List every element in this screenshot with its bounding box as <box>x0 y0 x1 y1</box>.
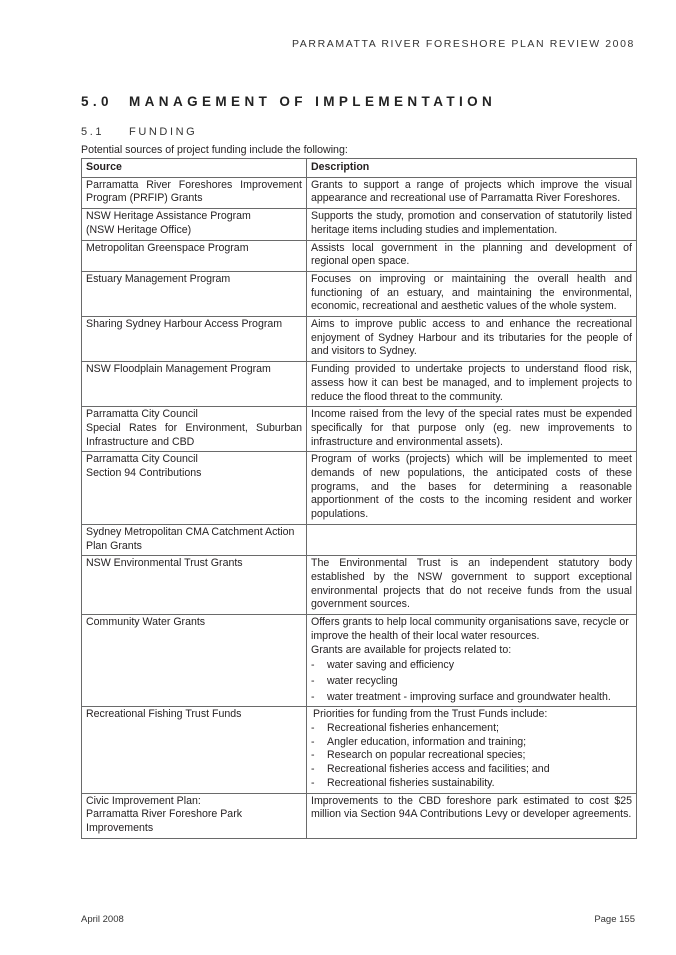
table-row <box>82 271 637 316</box>
source-text: Parramatta City Council <box>86 408 198 421</box>
description-cell <box>307 177 637 208</box>
description-cell <box>307 362 637 407</box>
table-row <box>82 524 637 555</box>
bullet-item: - Angler education, information and training; <box>311 736 632 750</box>
description-cell <box>307 240 637 271</box>
table-row <box>82 362 637 407</box>
description-text: Aims to improve public access to and enhance the recreational enjoyment of Sydney Harbour and its tributaries for the people of and visitors to Sydney. <box>311 318 632 358</box>
source-cell <box>82 452 307 525</box>
subsection-heading <box>81 126 197 138</box>
description-cell <box>307 317 637 362</box>
source-text: Civic Improvement Plan: <box>86 794 201 807</box>
bullet-item: - Recreational fisheries access and facilities; and <box>311 763 632 777</box>
description-cell <box>307 793 637 838</box>
description-cell <box>307 707 637 793</box>
subsection-number: 5.1 <box>81 126 105 138</box>
source-cell <box>82 556 307 615</box>
source-text: NSW Heritage Assistance Program <box>86 210 251 223</box>
subsection-title: FUNDING <box>129 126 198 138</box>
source-text: Parramatta River Foreshores Improvement Program (PRFIP) Grants <box>86 178 302 205</box>
table-row <box>82 452 637 525</box>
description-text: Supports the study, promotion and conservation of statutorily listed heritage items including studies and implementation. <box>311 210 632 236</box>
description-text: Program of works (projects) which will be implemented to meet demands of new populations, the anticipated costs of these programs, and the bases for determining a reasonable apportionment of the costs to the incoming resident and worker populations. <box>311 453 632 521</box>
source-text: Recreational Fishing Trust Funds <box>86 708 242 721</box>
source-text: Estuary Management Program <box>86 272 231 285</box>
source-text: Parramatta River Foreshore Park <box>86 808 243 821</box>
description-text: Improvements to the CBD foreshore park estimated to cost $25 million via Section 94A Contributions Levy or developer agreements. <box>311 794 632 821</box>
source-cell <box>82 271 307 316</box>
description-text: Focuses on improving or maintaining the overall health and functioning of an estuary, and maintaining the environmental, economic, recreational and aesthetic values of the whole system. <box>311 272 632 313</box>
table-row <box>82 317 637 362</box>
source-cell <box>82 362 307 407</box>
source-text: Section 94 Contributions <box>86 467 202 480</box>
bullet-item: - Recreational fisheries sustainability. <box>311 777 632 791</box>
source-cell <box>82 615 307 707</box>
description-text: Funding provided to undertake projects to understand flood risk, assess how it can best be managed, and to implement projects to reduce the flood threat to the community. <box>311 363 632 403</box>
footer-date: April 2008 <box>81 914 124 925</box>
source-text: Sydney Metropolitan CMA Catchment Action Plan Grants <box>86 525 295 552</box>
bullet-item: - Research on popular recreational species; <box>311 749 632 763</box>
table-row <box>82 177 637 208</box>
source-cell <box>82 793 307 838</box>
funding-table <box>81 158 637 839</box>
source-text: Special Rates for Environment, Suburban Infrastructure and CBD <box>86 421 302 448</box>
description-text: Assists local government in the planning and development of regional open space. <box>311 241 632 268</box>
description-text: Income raised from the levy of the special rates must be expended specifically for that purpose only (eg. new improvements to infrastructure and environmental assets). <box>311 408 632 448</box>
table-row <box>82 407 637 452</box>
table-row <box>82 707 637 793</box>
source-text: NSW Floodplain Management Program <box>86 363 271 376</box>
description-cell <box>307 271 637 316</box>
description-text: The Environmental Trust is an independent statutory body established by the NSW government to support exceptional environmental projects that do not receive funds from the usual government sources. <box>311 557 632 611</box>
source-text: NSW Environmental Trust Grants <box>86 557 243 570</box>
description-text: Offers grants to help local community organisations save, recycle or improve the health of their local water resources. <box>311 616 629 642</box>
footer-page-number: Page 155 <box>594 914 635 925</box>
table-row <box>82 793 637 838</box>
table-row <box>82 615 637 707</box>
source-text: Parramatta City Council <box>86 453 198 466</box>
description-cell <box>307 524 637 555</box>
source-cell <box>82 707 307 793</box>
description-text: Grants to support a range of projects which improve the visual appearance and recreational use of Parramatta River Foreshores. <box>311 178 632 205</box>
description-cell <box>307 209 637 240</box>
section-title: MANAGEMENT OF IMPLEMENTATION <box>129 94 497 109</box>
table-row <box>82 209 637 240</box>
intro-text: Potential sources of project funding include the following: <box>81 144 348 156</box>
description-text: Grants are available for projects related to: <box>311 643 512 656</box>
description-cell <box>307 452 637 525</box>
table-row <box>82 240 637 271</box>
source-text: (NSW Heritage Office) <box>86 223 192 236</box>
running-header: PARRAMATTA RIVER FORESHORE PLAN REVIEW 2008 <box>291 38 635 50</box>
bullet-item: - water saving and efficiency <box>311 659 632 673</box>
source-text: Improvements <box>86 821 154 834</box>
description-cell <box>307 556 637 615</box>
section-heading <box>81 94 496 109</box>
description-text: Priorities for funding from the Trust Funds include: <box>313 708 548 721</box>
column-header-source: Source <box>82 159 307 178</box>
source-text: Sharing Sydney Harbour Access Program <box>86 318 283 331</box>
source-text: Community Water Grants <box>86 616 206 629</box>
table-row <box>82 556 637 615</box>
source-cell <box>82 177 307 208</box>
column-header-description: Description <box>307 159 637 178</box>
description-cell <box>307 407 637 452</box>
source-cell <box>82 317 307 362</box>
bullet-item: - Recreational fisheries enhancement; <box>311 722 632 736</box>
source-cell <box>82 240 307 271</box>
source-cell <box>82 524 307 555</box>
section-number: 5.0 <box>81 94 113 109</box>
source-cell <box>82 209 307 240</box>
bullet-item: - water treatment - improving surface and groundwater health. <box>311 691 632 705</box>
bullet-item: - water recycling <box>311 675 632 689</box>
description-cell <box>307 615 637 707</box>
table-header-row <box>82 159 637 178</box>
source-text: Metropolitan Greenspace Program <box>86 241 249 254</box>
source-cell <box>82 407 307 452</box>
